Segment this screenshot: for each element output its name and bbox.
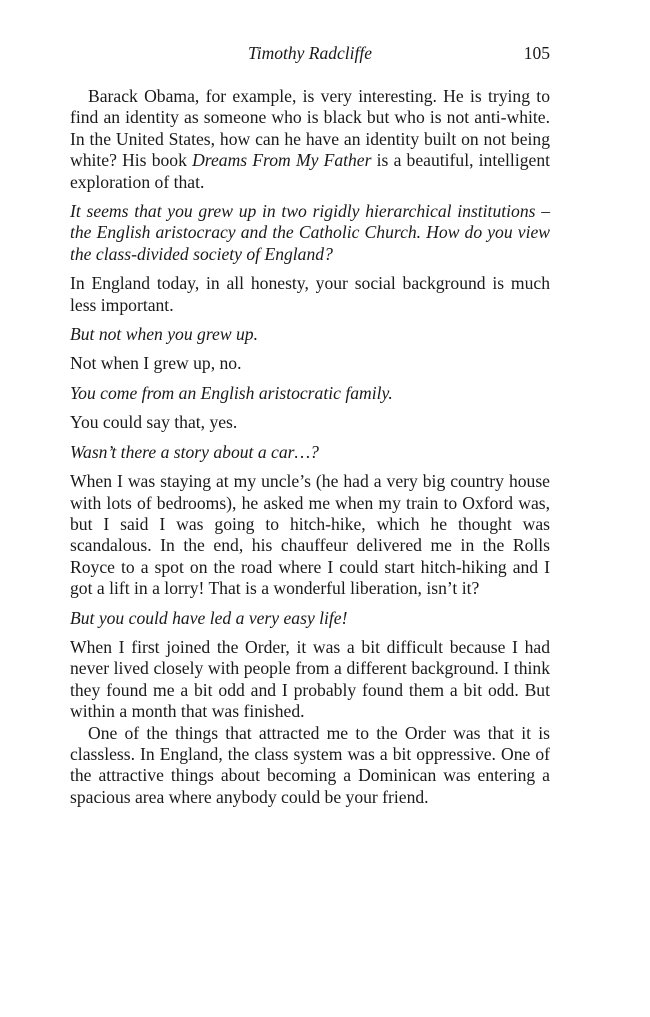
question-paragraph: You come from an English aristocratic family. xyxy=(70,382,393,403)
answer-paragraph: When I was staying at my uncle’s (he had a very big country house with lots of bedrooms), he asked me when my train to Oxford was, but I said I was going to hitch-hike, which he thought was scandalous. In the end, his chauffeur delivered me in the Rolls Royce to a spot on the road where I could start hitch-hiking and I got a lift in a lorry! That is a wonderful liberation, isn’t it? xyxy=(70,471,550,599)
running-head xyxy=(70,43,550,67)
book-title: Dreams From My Father xyxy=(192,150,372,171)
question-paragraph: Wasn’t there a story about a car…? xyxy=(70,441,319,462)
body-text xyxy=(70,86,550,808)
answer-paragraph: Not when I grew up, no. xyxy=(70,353,242,374)
answer-paragraph: In England today, in all honesty, your social background is much less important. xyxy=(70,273,550,315)
answer-paragraph: You could say that, yes. xyxy=(70,412,238,433)
answer-paragraph: When I first joined the Order, it was a bit difficult because I had never lived closely with people from a different background. I think they found me a bit odd and I probably found them a bit odd. But within a month that was finished. xyxy=(70,636,550,722)
running-title: Timothy Radcliffe xyxy=(248,43,372,63)
question-paragraph: It seems that you grew up in two rigidly hierarchical institutions – the English aristocracy and the Catholic Church. How do you view the class-divided society of England? xyxy=(70,201,550,264)
question-paragraph: But not when you grew up. xyxy=(70,324,258,345)
question-paragraph: But you could have led a very easy life! xyxy=(70,607,348,628)
answer-text: is a beautiful, intelligent exploration of that. xyxy=(70,150,550,192)
answer-paragraph: One of the things that attracted me to the Order was that it is classless. In England, the class system was a bit oppressive. One of the attractive things about becoming a Dominican was entering a spacious area where anybody could be your friend. xyxy=(70,722,550,807)
answer-text: Barack Obama, for example, is very interesting. He is trying to find an identity as someone who is black but who is not anti-white. In the United States, how can he have an identity built on not being white? His book xyxy=(70,86,550,171)
answer-paragraph xyxy=(70,86,550,193)
page-number: 105 xyxy=(523,43,550,63)
